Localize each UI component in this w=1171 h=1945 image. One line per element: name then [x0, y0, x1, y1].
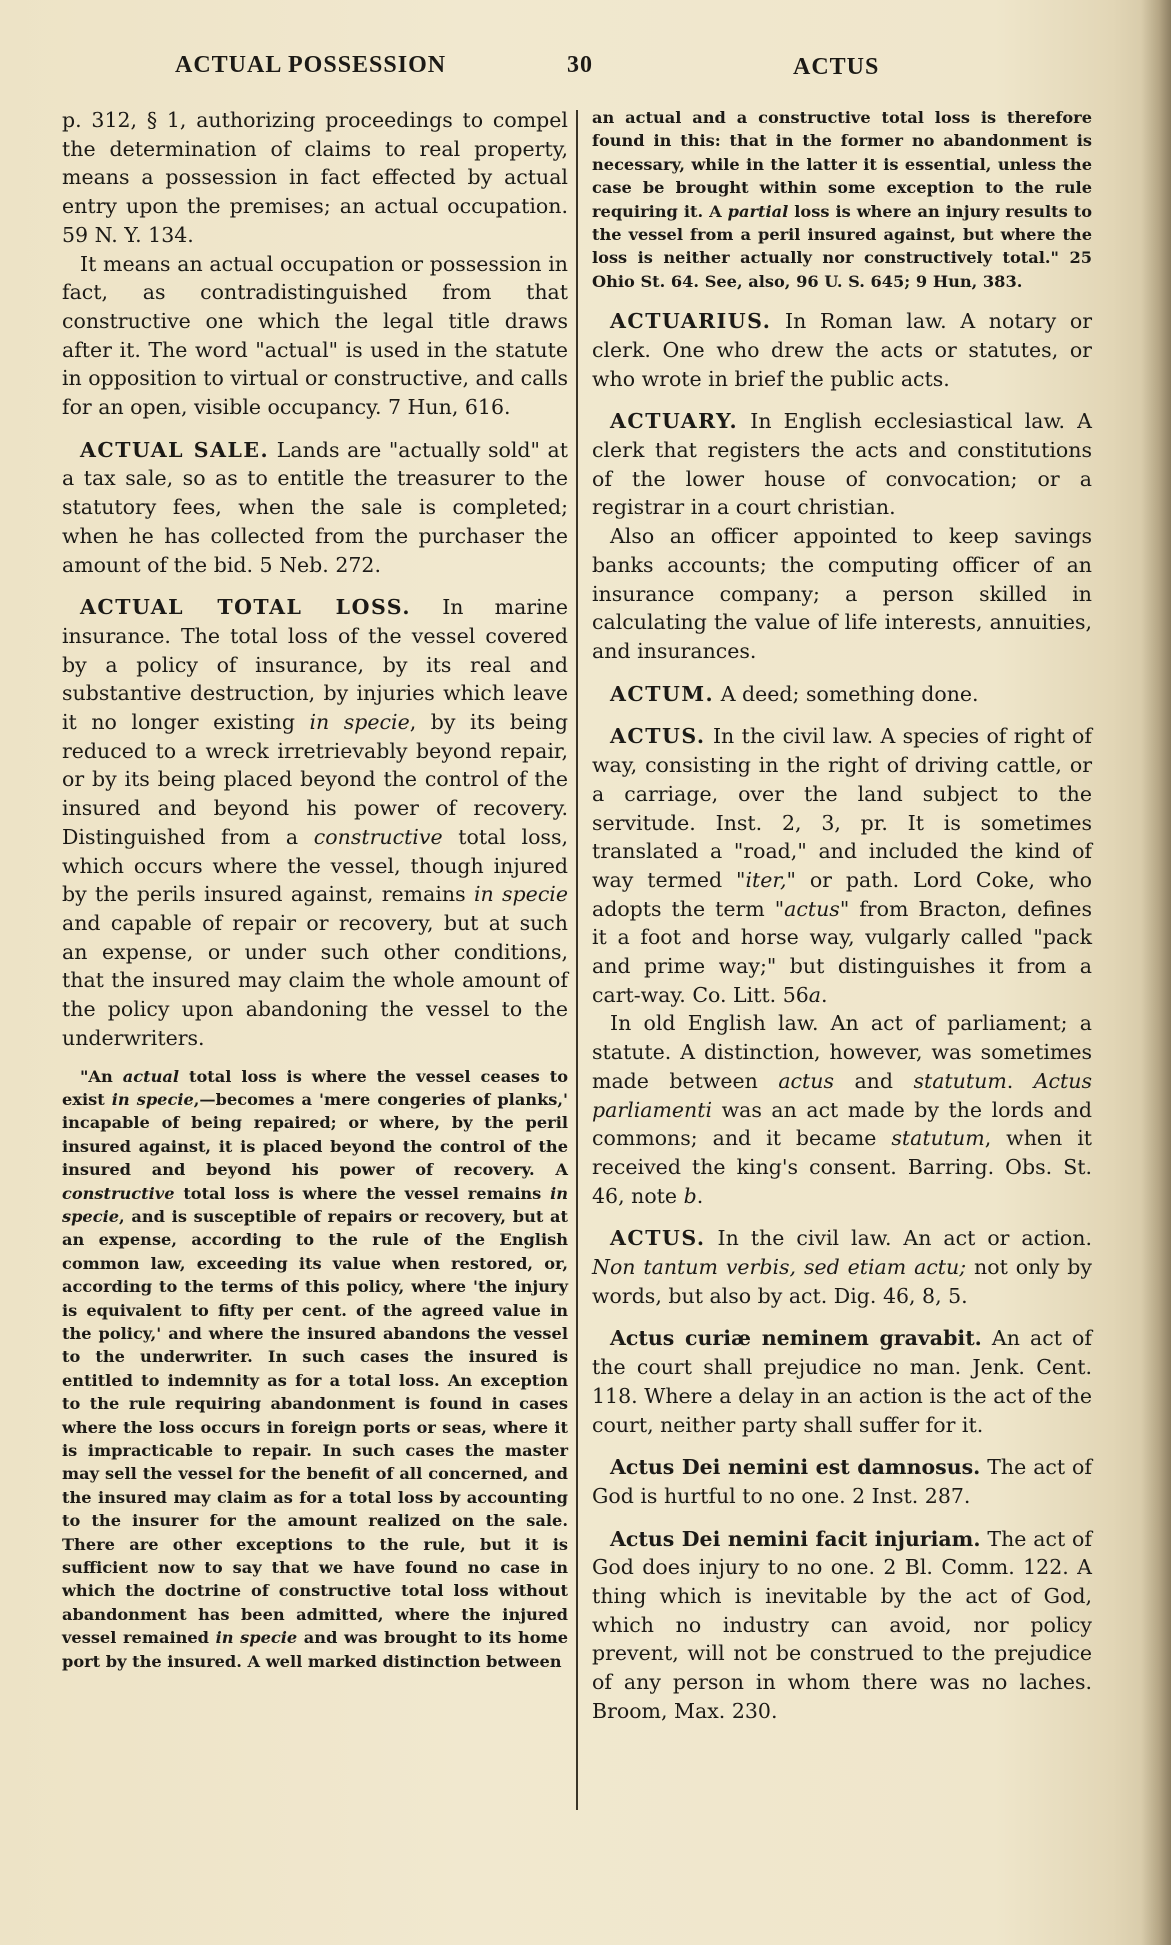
entry-text: Lands are "actually sold" at a tax sale, so as to entitle the treasurer to the statutory fees, when the sale is completed; when he has collected from the purchaser the amount of the bid. 5 Neb. 272. — [62, 437, 568, 577]
entry-text: In marine insurance. The total loss of the vessel covered by a policy of insurance, by its real and substantive destruction, by injuries which leave it no longer existing — [62, 595, 569, 735]
entry-actum — [592, 680, 1092, 709]
entry-actuary-2 — [592, 522, 1092, 666]
page-edge-shadow — [1141, 0, 1171, 1945]
entry-actuary — [592, 407, 1092, 522]
quotation-continued — [592, 106, 1092, 293]
column-divider — [576, 110, 578, 1810]
text: " from Bracton, defines it a foot and horse way, vulgarly called "pack and prime way;" but distinguishes it from a cart-way. Co. Litt. 56 — [592, 896, 1093, 1007]
italic-term: Non tantum verbis, sed etiam actu; — [592, 1255, 967, 1280]
paragraph-actual-possession-2 — [62, 250, 568, 422]
text: " or path. Lord Coke, who adopts the term " — [592, 867, 1092, 921]
text: an actual and a constructive total loss is therefore found in this: that in the former no abandonment is necessary, while in the latter it is essential, unless the case be brought within some exception to the rule requiring it. A — [592, 108, 1092, 221]
entry-text: In English ecclesiastical law. A clerk that registers the acts and constitutions of the lower house of convocation; or a registrar in a court christian. — [592, 409, 1092, 520]
text: and — [834, 1068, 914, 1093]
italic-term: Actus parliamenti — [592, 1068, 1092, 1122]
maxim-term: Actus Dei nemini facit injuriam. — [610, 1526, 981, 1551]
italic-term: a — [808, 982, 822, 1007]
entry-term: ACTUARY. — [610, 409, 739, 434]
italic-term: actus — [784, 896, 840, 921]
running-header — [0, 52, 1171, 86]
maxim-term: Actus curiæ neminem gravabit. — [610, 1326, 982, 1351]
right-column — [592, 106, 1092, 1726]
entry-actus-1 — [592, 722, 1092, 1009]
quotation-block — [62, 1065, 568, 1674]
entry-text: A deed; something done. — [720, 681, 979, 706]
italic-term: partial — [727, 201, 789, 221]
italic-term: in specie — [62, 1183, 568, 1226]
text: , when it received the king's consent. Barring. Obs. St. 46, note — [592, 1126, 1092, 1208]
text: , and is susceptible of repairs or recovery, but at an expense, according to the rule of the English common law, exceeding its value when restored, or, according to the terms of this policy, where 'the injury is equivalent to fifty per cent. of the agreed value in the policy,' and where the insured abandons the vessel to the underwriter. In such cases the insured is entitled to indemnity as for a total loss. An exception to the rule requiring abandonment is found in cases where the loss occurs in foreign ports or seas, where it is impracticable to repair. In such cases the master may sell the vessel for the benefit of all concerned, and the insured may claim as for a total loss by accounting to the insurer for the amount realized on the sale. There are other exceptions to the rule, but it is sufficient now to say that we have found no case in which the doctrine of constructive total loss without abandonment has been admitted, where the injured vessel remained — [62, 1206, 568, 1648]
text: In the civil law. A species of right of way, consisting in the right of driving cattle, or a carriage, over the land subject to the servitude. Inst. 2, 3, pr. It is sometimes translated a "road," and included the kind of way termed " — [592, 724, 1092, 892]
text: "An — [80, 1066, 123, 1086]
text: . — [821, 982, 828, 1007]
text: . — [1006, 1068, 1034, 1093]
entry-term: ACTUS. — [610, 1226, 706, 1251]
entry-text: total loss, which occurs where the vessel, though injured by the perils insured against, remains — [62, 824, 568, 907]
text: In old English law. An act of parliament; a statute. A distinction, however, was sometimes made between — [592, 1011, 1092, 1093]
italic-term: in specie — [309, 710, 410, 735]
text: In the civil law. An act or action. — [717, 1226, 1092, 1251]
text: ,—becomes a 'mere congeries of planks,' incapable of being repaired; or where, by the peril insured against, it is placed beyond the control of the insured and beyond his power of recovery. A — [62, 1089, 568, 1180]
text: loss is where an injury results to the vessel from a peril insured against, but where the loss is neither actually nor constructively total." 25 Ohio St. 64. See, also, 96 U. S. 645; 9 Hun, 383. — [592, 201, 1092, 291]
entry-text: The act of God is hurtful to no one. 2 Inst. 287. — [592, 1455, 1092, 1508]
italic-term: constructive — [313, 824, 443, 849]
text: not only by words, but also by act. Dig. 46, 8, 5. — [592, 1255, 1093, 1308]
italic-term: in specie — [111, 1089, 194, 1109]
italic-term: iter, — [745, 867, 787, 892]
text: total loss is where the vessel ceases to exist — [62, 1066, 568, 1109]
italic-term: actus — [778, 1068, 834, 1093]
text: and was brought to its home port by the insured. A well marked distinction between — [62, 1628, 568, 1671]
text: total loss is where the vessel remains — [174, 1183, 551, 1203]
entry-text: In Roman law. A notary or clerk. One who drew the acts or statutes, or who wrote in brief the public acts. — [592, 309, 1092, 391]
entry-maxim-actus-dei-damnosus — [592, 1453, 1092, 1510]
italic-term: b — [683, 1183, 697, 1208]
entry-term: ACTUARIUS. — [610, 309, 772, 334]
text: It means an actual occupation or possession in fact, as contradistinguished from that constructive one which the legal title draws after it. The word "actual" is used in the statute in opposition to virtual or constructive, and calls for an open, visible occupancy. 7 Hun, 616. — [62, 251, 568, 420]
entry-text: The act of God does injury to no one. 2 Bl. Comm. 122. A thing which is inevitable by the act of God, which no industry can avoid, nor policy prevent, will not be construed to the prejudice of any person in whom there was no laches. Broom, Max. 230. — [592, 1526, 1092, 1723]
page-number: 30 — [567, 52, 593, 78]
entry-actuarius — [592, 307, 1092, 393]
italic-term: in specie — [215, 1628, 298, 1648]
left-column — [62, 106, 568, 1673]
entry-term: ACTUS. — [610, 724, 706, 749]
entry-text: and capable of repair or recovery, but at such an expense, or under such other conditions, that the insured may claim the whole amount of the policy upon abandoning the vessel to the underwriters. — [62, 910, 568, 1050]
entry-actual-sale — [62, 436, 568, 580]
entry-actus-1-english-law — [592, 1009, 1092, 1210]
italic-term: statutum — [891, 1126, 985, 1151]
header-right-term: ACTUS — [793, 54, 880, 80]
text: p. 312, § 1, authorizing proceedings to compel the determination of claims to real property, means a possession in fact effected by actual entry upon the premises; an actual occupation. 59 N. Y. 134. — [62, 108, 568, 247]
paragraph-actual-possession-cont — [62, 106, 568, 250]
text: . — [696, 1183, 704, 1208]
italic-term: constructive — [62, 1183, 175, 1203]
text: was an act made by the lords and commons; and it became — [592, 1097, 1092, 1151]
entry-term: ACTUAL TOTAL LOSS. — [80, 595, 412, 620]
italic-term: actual — [122, 1066, 179, 1086]
entry-maxim-actus-dei-injuriam — [592, 1525, 1092, 1726]
italic-term: statutum — [913, 1068, 1007, 1093]
entry-text: An act of the court shall prejudice no man. Jenk. Cent. 118. Where a delay in an action is the act of the court, neither party shall suffer for it. — [592, 1326, 1092, 1437]
italic-term: in specie — [473, 882, 568, 907]
entry-term: ACTUAL SALE. — [80, 437, 270, 462]
entry-maxim-actus-curiae — [592, 1324, 1092, 1439]
entry-term: ACTUM. — [610, 681, 715, 706]
maxim-term: Actus Dei nemini est damnosus. — [610, 1455, 981, 1480]
entry-actus-2 — [592, 1224, 1092, 1310]
entry-text: , by its being reduced to a wreck irretrievably beyond repair, or by its being placed beyond the control of the insured and beyond his power of recovery. Distinguished from a — [62, 710, 568, 849]
entry-text: Also an officer appointed to keep savings banks accounts; the computing officer of an insurance company; a person skilled in calculating the value of life interests, annuities, and insurances. — [592, 524, 1092, 663]
entry-actual-total-loss — [62, 593, 568, 1052]
header-left-term: ACTUAL POSSESSION — [175, 52, 447, 78]
